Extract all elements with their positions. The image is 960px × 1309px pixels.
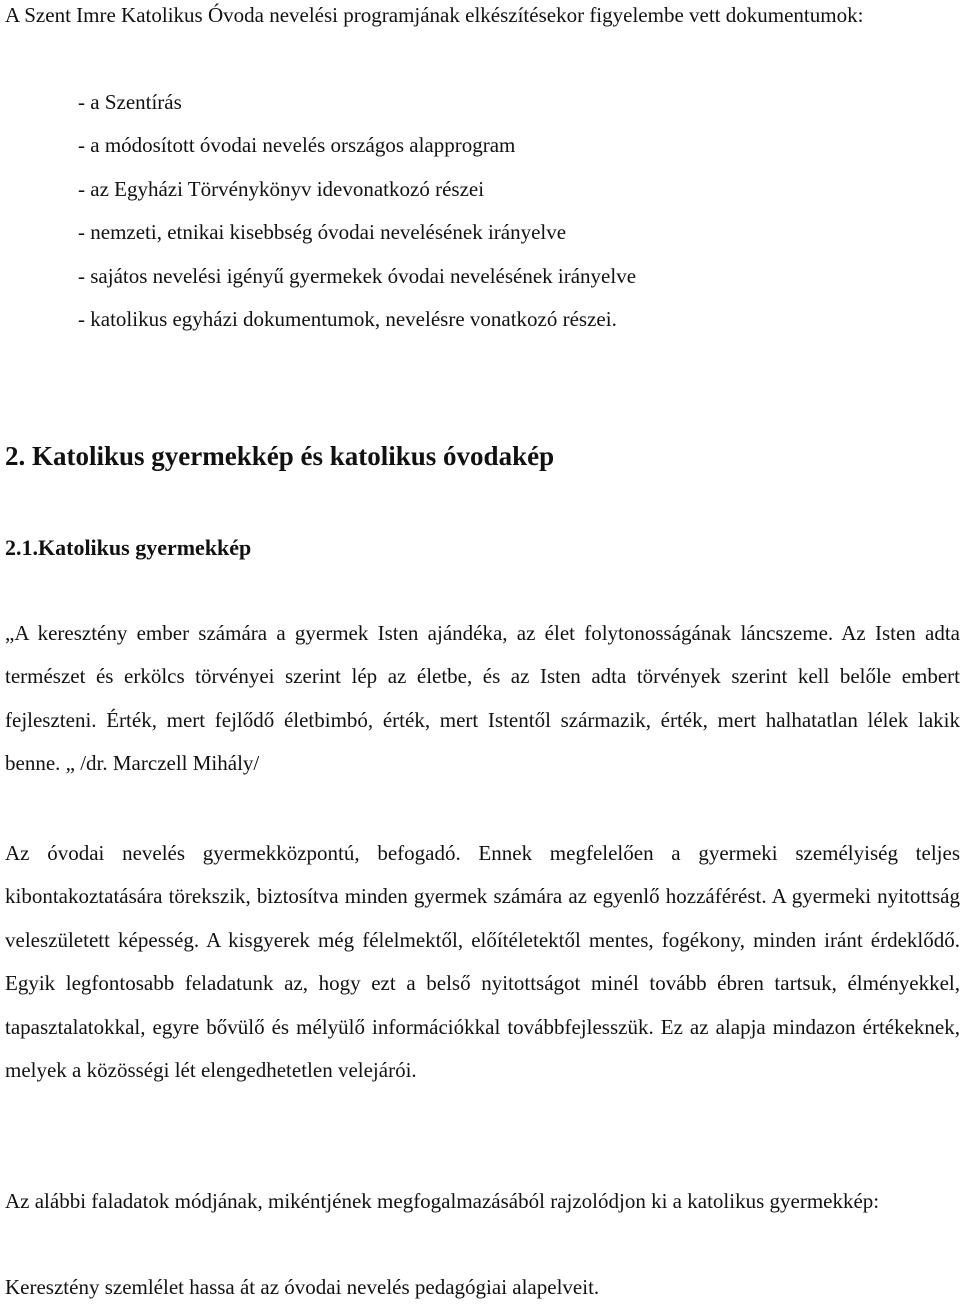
reference-document-list: [78, 81, 938, 341]
list-item: - az Egyházi Törvénykönyv idevonatkozó részei: [78, 176, 485, 201]
list-item: - a módosított óvodai nevelés országos alapprogram: [78, 133, 516, 158]
section-heading: 2. Katolikus gyermekkép és katolikus óvodakép: [5, 441, 555, 471]
list-item: - katolikus egyházi dokumentumok, nevelésre vonatkozó részei.: [78, 307, 617, 332]
body-paragraph: Az alábbi faladatok módjának, mikéntjének megfogalmazásából rajzolódjon ki a katolikus gyermekkép:: [5, 1189, 880, 1213]
list-item: - nemzeti, etnikai kisebbség óvodai nevelésének irányelve: [78, 220, 567, 245]
quote-paragraph: „A keresztény ember számára a gyermek Isten ajándéka, az élet folytonosságának láncszeme. Az Isten adta természet és erkölcs törvényei szerint lép az életbe, és az Isten adta törvények szerint kell belőle embert fejleszteni. Érték, mert fejlődő életbimbó, érték, mert Istentől származik, érték, mert halhatatlan lélek lakik benne. „ /dr. Marczell Mihály/: [5, 621, 960, 776]
intro-paragraph: A Szent Imre Katolikus Óvoda nevelési programjának elkészítésekor figyelembe vett dokumentumok:: [5, 3, 864, 27]
body-paragraph: Az óvodai nevelés gyermekközpontú, befogadó. Ennek megfelelően a gyermeki személyiség teljes kibontakoztatására törekszik, biztosítva minden gyermek számára az egyenlő hozzáférést. A gyermeki nyitottság veleszületett képesség. A kisgyerek még félelmektől, előítéletektől mentes, fogékony, minden iránt érdeklődő. Egyik legfontosabb feladatunk az, hogy ezt a belső nyitottságot minél tovább ébren tartsuk, élményekkel, tapasztalatokkal, egyre bővülő és mélyülő információkkal továbbfejlesszük. Ez az alapja mindazon értékeknek, melyek a közösségi lét elengedhetetlen velejárói.: [5, 841, 960, 1083]
list-item: - sajátos nevelési igényű gyermekek óvodai nevelésének irányelve: [78, 263, 637, 288]
body-paragraph: Keresztény szemlélet hassa át az óvodai nevelés pedagógiai alapelveit.: [5, 1275, 600, 1299]
subsection-heading: 2.1.Katolikus gyermekkép: [5, 535, 252, 560]
list-item: - a Szentírás: [78, 90, 182, 114]
